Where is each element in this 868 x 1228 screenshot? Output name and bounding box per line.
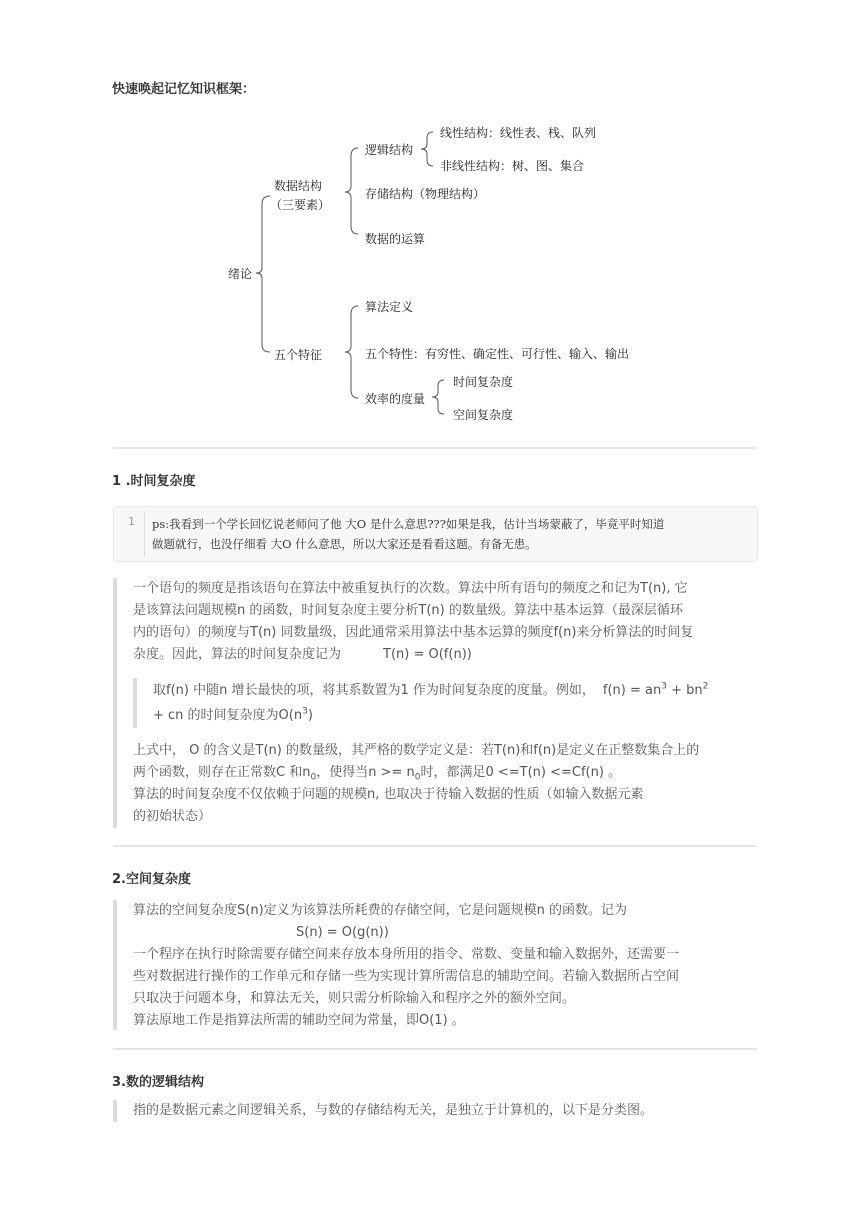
s1-nested-close: ) (307, 708, 313, 723)
s1-line6-c: 时，都满足0 <=T(n) <=Cf(n) 。 (420, 765, 622, 780)
node-space-complexity: 空间复杂度 (453, 408, 514, 422)
n0-sub: 0 (310, 772, 317, 783)
five-brace (345, 306, 358, 398)
divider (113, 447, 757, 449)
ds-brace (345, 148, 358, 234)
nested-blockquote (133, 678, 137, 728)
section2-heading: 2.空间复杂度 (112, 872, 191, 887)
s2-para-line3: 一个程序在执行时除需要存储空间来存放本身所用的指令、常数、变量和输入数据外，还需要一 (133, 947, 680, 962)
s1-para-line5: 上式中， O 的含义是T(n) 的数量级，其严格的数学定义是：若T(n)和f(n)是定义在正整数集合上的 (133, 743, 700, 758)
time-complexity-formula: T(n) = O(f(n)) (383, 647, 472, 662)
divider (113, 1048, 757, 1050)
node-time-complexity: 时间复杂度 (453, 375, 514, 389)
code-block (113, 506, 758, 562)
s1-para-line8: 的初始状态） (133, 809, 212, 824)
fn-exp2: 2 (702, 681, 709, 692)
section3-heading: 3.数的逻辑结构 (112, 1075, 204, 1090)
n0-sub-2: 0 (414, 772, 421, 783)
code-gutter-separator (144, 511, 145, 557)
node-algorithm-def: 算法定义 (365, 300, 414, 314)
diagram-braces (0, 0, 868, 440)
s2-para-line1: 算法的空间复杂度S(n)定义为该算法所耗费的存储空间，它是问题规模n 的函数。记为 (133, 903, 628, 918)
code-text (152, 514, 752, 554)
logic-brace (421, 132, 433, 166)
fn-example: f(n) = an (602, 683, 662, 698)
fn-exp3: 3 (661, 681, 667, 692)
node-operations: 数据的运算 (365, 232, 426, 246)
section1-heading: 1 .时间复杂度 (112, 474, 196, 489)
node-logic: 逻辑结构 (365, 143, 414, 157)
node-efficiency: 效率的度量 (365, 392, 426, 406)
code-line-number: 1 (128, 515, 135, 528)
node-five-features: 五个特征 (274, 348, 323, 362)
s2-para-line4: 些对数据进行操作的工作单元和存储一些为实现计算所需信息的辅助空间。若输入数据所占空间 (133, 969, 680, 984)
node-data-structure: 数据结构 (274, 179, 323, 193)
efficiency-brace (432, 380, 444, 414)
s1-nested-text: 取f(n) 中随n 增长最快的项，将其系数置为1 作为时间复杂度的度量。例如， (153, 683, 595, 698)
space-complexity-formula: S(n) = O(g(n)) (296, 925, 389, 940)
s1-nested-text2: + cn 的时间复杂度为O(n (153, 708, 303, 723)
code-line-2: 做题就行，也没仔细看 大O 什么意思，所以大家还是看看这题。有备无患。 (152, 537, 537, 551)
blockquote-logical-structure (113, 1100, 117, 1122)
node-linear: 线性结构：线性表、栈、队列 (440, 126, 597, 140)
s1-para-line1: 一个语句的频度是指该语句在算法中被重复执行的次数。算法中所有语句的频度之和记为T(n), 它 (133, 581, 688, 596)
s1-nested-line2 (153, 705, 313, 727)
s1-nested-line1 (153, 680, 708, 702)
s1-para-line6 (133, 762, 621, 784)
o-exp3: 3 (302, 706, 308, 717)
divider (113, 845, 757, 847)
knowledge-framework-diagram (0, 0, 868, 440)
node-storage: 存储结构（物理结构） (365, 187, 486, 201)
node-root: 绪论 (228, 267, 253, 281)
root-brace (256, 196, 270, 352)
s1-para-line4-text: 杂度。因此，算法的时间复杂度记为 (133, 647, 342, 662)
s1-para-line7: 算法的时间复杂度不仅依赖于问题的规模n, 也取决于待输入数据的性质（如输入数据元素 (133, 787, 644, 802)
node-three-elements: （三要素） (270, 198, 331, 212)
blockquote-time-complexity (113, 578, 117, 828)
node-nonlinear: 非线性结构：树、图、集合 (440, 159, 585, 173)
s1-line6-a: 两个函数，则存在正常数C 和n (133, 765, 311, 780)
s1-para-line3: 内的语句）的频度与T(n) 同数量级，因此通常采用算法中基本运算的频度f(n)来分析算法的时间复 (133, 625, 694, 640)
s3-para-line1: 指的是数据元素之间逻辑关系，与数的存储结构无关，是独立于计算机的，以下是分类图。 (133, 1103, 654, 1118)
fn-example-bn: + bn (666, 683, 703, 698)
s1-para-line2: 是该算法问题规模n 的函数，时间复杂度主要分析T(n) 的数量级。算法中基本运算（最深层循环 (133, 603, 683, 618)
s1-line6-b: ，使得当n >= n (316, 765, 415, 780)
intro-heading: 快速唤起记忆知识框架： (112, 82, 256, 97)
s1-para-line4 (133, 644, 472, 666)
blockquote-space-complexity (113, 900, 117, 1030)
node-five-properties: 五个特性：有穷性、确定性、可行性、输入、输出 (365, 347, 630, 361)
s2-para-line6: 算法原地工作是指算法所需的辅助空间为常量，即O(1) 。 (133, 1013, 465, 1028)
s2-para-line5: 只取决于问题本身，和算法无关，则只需分析除输入和程序之外的额外空间。 (133, 991, 576, 1006)
code-line-1: ps:我看到一个学长回忆说老师问了他 大O 是什么意思???如果是我，估计当场蒙蔽了，毕竟平时知道 (152, 517, 665, 531)
